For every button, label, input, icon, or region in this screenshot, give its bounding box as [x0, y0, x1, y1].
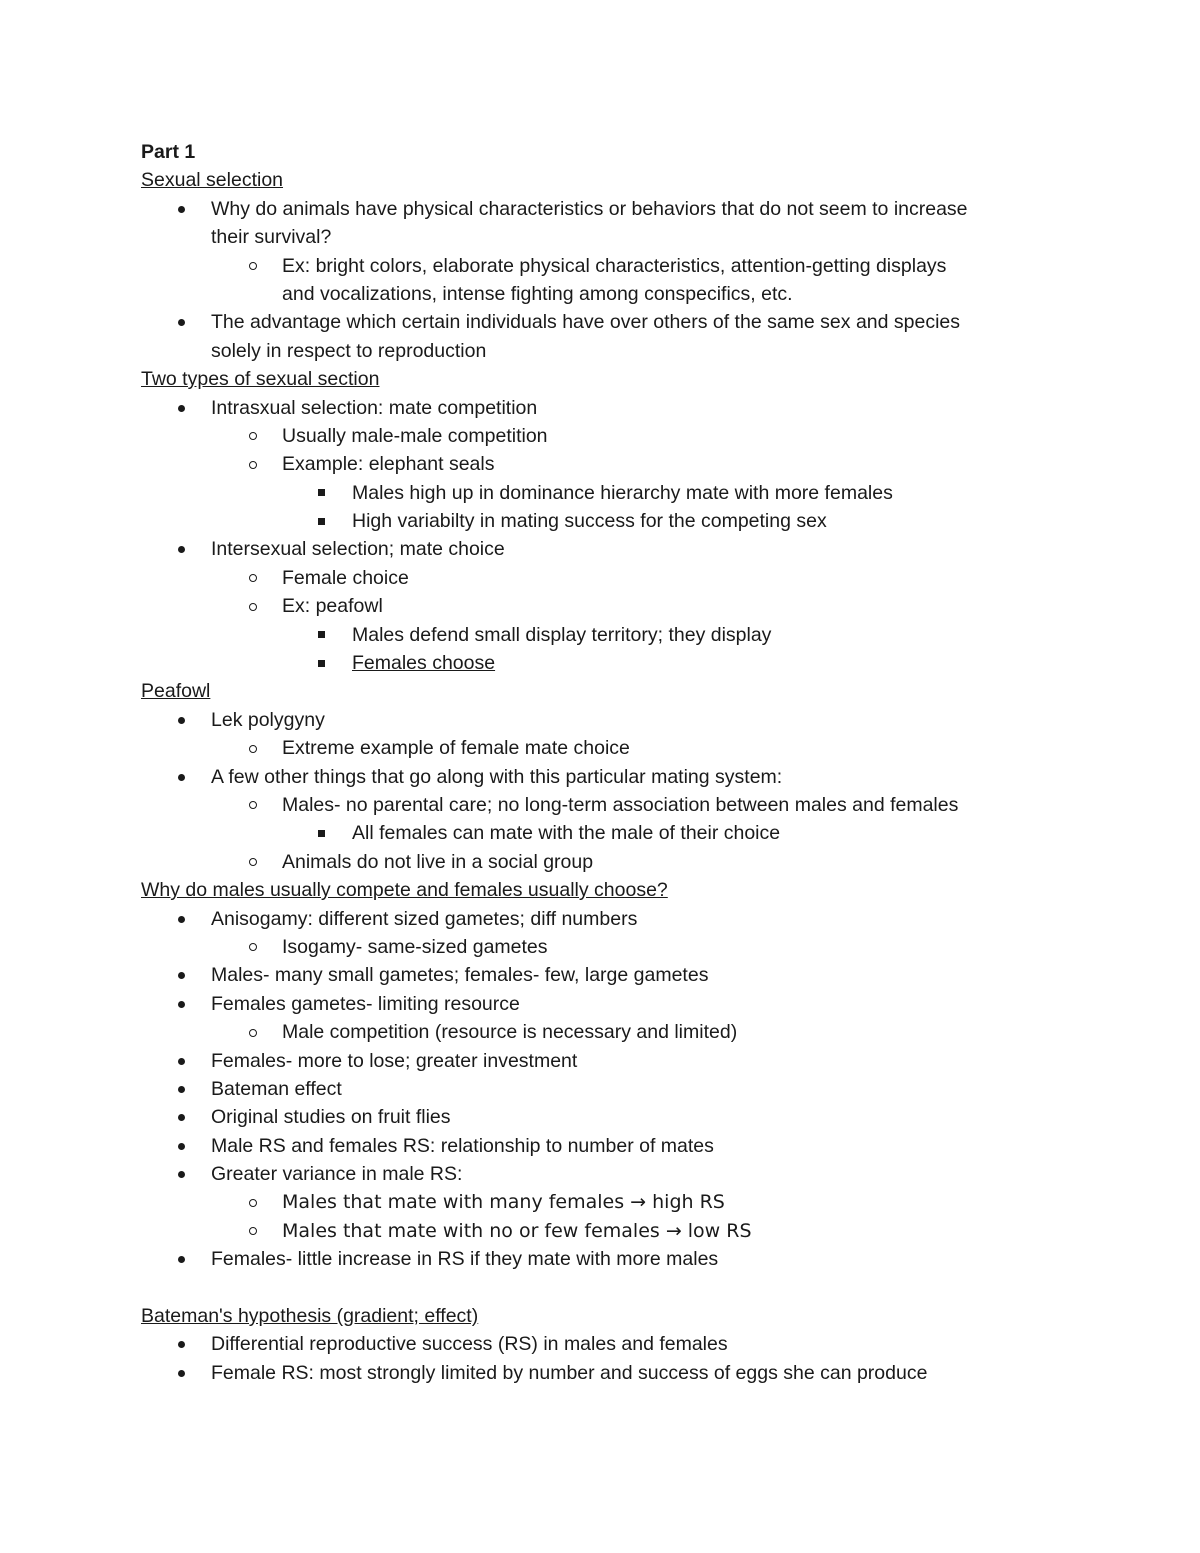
list-item [141, 933, 1081, 961]
document-page [141, 138, 1081, 1387]
list-item [141, 507, 1081, 535]
list-item [141, 905, 1081, 933]
list-item [141, 592, 1081, 620]
list-item-text: Males defend small display territory; they display [352, 623, 772, 646]
list-item-text: Males that mate with many females → high RS [282, 1191, 725, 1214]
list-item [141, 1160, 1081, 1188]
list-item [141, 394, 1081, 422]
list-item [141, 252, 1081, 309]
list-item-text: Anisogamy: different sized gametes; diff numbers [211, 907, 638, 930]
list-item [141, 621, 1081, 649]
list-item-text: Example: elephant seals [282, 453, 495, 476]
list-item-text: The advantage which certain individuals have over others of the same sex and species [211, 311, 961, 334]
section-title-why-compete: Why do males usually compete and females usually choose? [141, 879, 668, 902]
list-item-text: solely in respect to reproduction [211, 339, 487, 362]
list-item-text: Intrasxual selection: mate competition [211, 396, 538, 419]
list-item [141, 479, 1081, 507]
list-item [141, 1359, 1081, 1387]
list-item [141, 961, 1081, 989]
list-item [141, 1103, 1081, 1131]
list-item [141, 1188, 1081, 1216]
list-item-text: Males that mate with no or few females → low RS [282, 1219, 752, 1242]
list-item [141, 763, 1081, 791]
list-item [141, 649, 1081, 677]
list-item [141, 734, 1081, 762]
list-item-text: Intersexual selection; mate choice [211, 538, 505, 561]
list-item-text: Ex: peafowl [282, 595, 383, 618]
list-item [141, 564, 1081, 592]
list-item [141, 1047, 1081, 1075]
section-title-batemans-hypothesis: Bateman's hypothesis (gradient; effect) [141, 1305, 479, 1328]
page-heading: Part 1 [141, 141, 196, 163]
list-item [141, 1075, 1081, 1103]
list-item-text: and vocalizations, intense fighting among conspecifics, etc. [282, 282, 793, 305]
list-item [141, 706, 1081, 734]
list-item-text: Usually male-male competition [282, 424, 548, 447]
list-item [141, 1018, 1081, 1046]
list-item-text: Animals do not live in a social group [282, 850, 594, 873]
list-item [141, 422, 1081, 450]
list-item-text-underlined: Females choose [352, 652, 496, 675]
list-item-text: Lek polygyny [211, 708, 325, 731]
list-item-text: Female RS: most strongly limited by number and success of eggs she can produce [211, 1361, 928, 1384]
list-item-text: Female choice [282, 566, 409, 589]
list-item-text: All females can mate with the male of their choice [352, 822, 781, 845]
list-item [141, 1132, 1081, 1160]
list-item-text: Bateman effect [211, 1077, 342, 1100]
list-item-text: High variabilty in mating success for the competing sex [352, 510, 827, 533]
list-item-text: Males high up in dominance hierarchy mate with more females [352, 481, 893, 504]
list-item [141, 848, 1081, 876]
list-item [141, 308, 1081, 365]
list-item-text: Females- little increase in RS if they mate with more males [211, 1248, 719, 1271]
list-item-text: Male RS and females RS: relationship to number of mates [211, 1134, 714, 1157]
list-item-text: Females gametes- limiting resource [211, 992, 520, 1015]
list-item [141, 990, 1081, 1018]
list-item [141, 1330, 1081, 1358]
list-item [141, 819, 1081, 847]
list-item-text: their survival? [211, 226, 332, 249]
list-item [141, 1245, 1081, 1273]
list-item [141, 195, 1081, 252]
blank-line [141, 1274, 1081, 1302]
list-item [141, 450, 1081, 478]
list-item [141, 1217, 1081, 1245]
section-title-peafowl: Peafowl [141, 680, 211, 703]
section-title-sexual-selection: Sexual selection [141, 169, 284, 192]
list-item-text: A few other things that go along with this particular mating system: [211, 765, 783, 788]
section-title-two-types: Two types of sexual section [141, 368, 380, 391]
list-item-text: Greater variance in male RS: [211, 1163, 463, 1186]
list-item-text: Females- more to lose; greater investment [211, 1049, 578, 1072]
list-item-text: Differential reproductive success (RS) in males and females [211, 1333, 728, 1356]
list-item-text: Original studies on fruit flies [211, 1106, 451, 1129]
list-item-text: Extreme example of female mate choice [282, 737, 630, 760]
list-item-text: Male competition (resource is necessary and limited) [282, 1021, 738, 1044]
list-item-text: Why do animals have physical characteristics or behaviors that do not seem to increase [211, 197, 968, 220]
list-item [141, 791, 1081, 819]
list-item [141, 535, 1081, 563]
list-item-text: Males- many small gametes; females- few, large gametes [211, 964, 709, 987]
list-item-text: Ex: bright colors, elaborate physical characteristics, attention-getting displays [282, 254, 947, 277]
list-item-text: Isogamy- same-sized gametes [282, 935, 548, 958]
list-item-text: Males- no parental care; no long-term association between males and females [282, 793, 959, 816]
